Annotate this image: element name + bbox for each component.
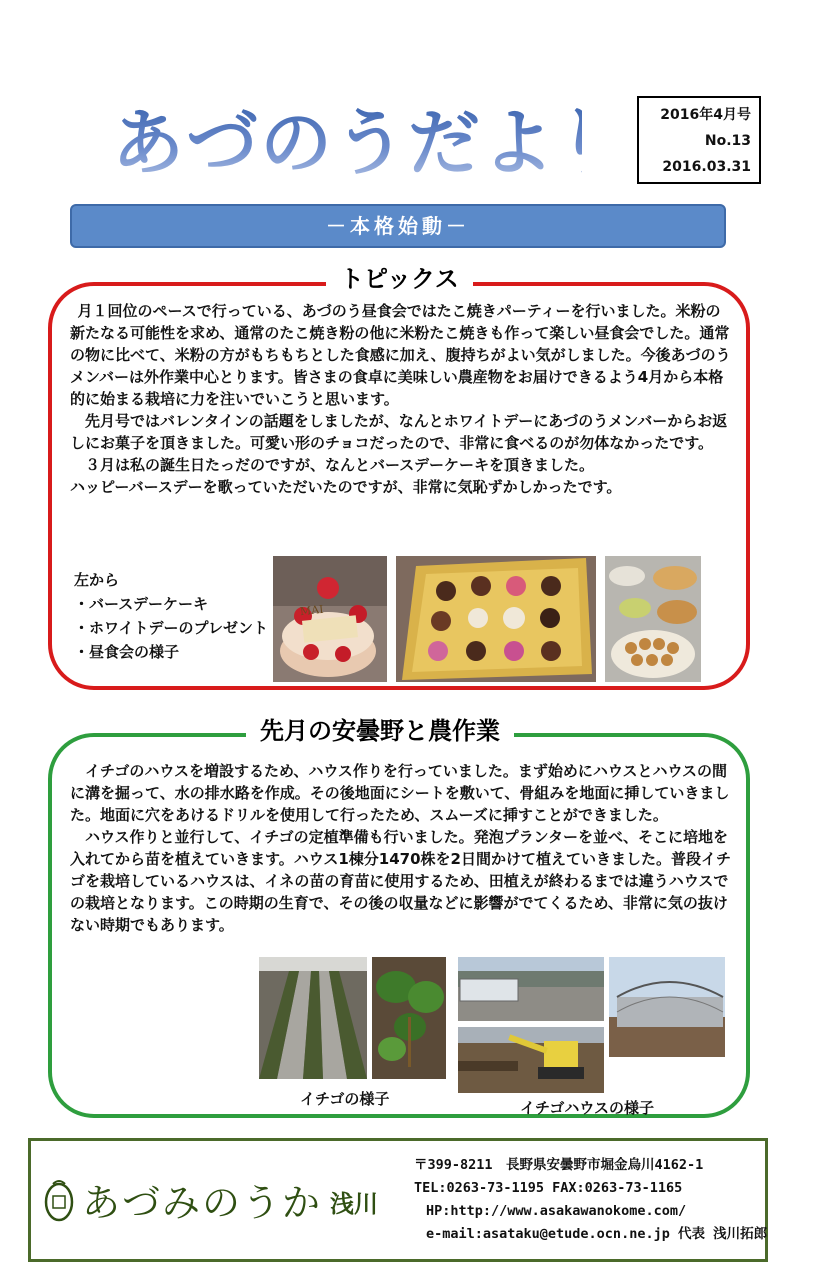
- strawberry-beds-photo: [259, 957, 367, 1079]
- birthday-cake-photo: [273, 556, 387, 682]
- topics-paragraph: ３月は私の誕生日たっだのですが、なんとバースデーケーキを頂きました。: [85, 456, 594, 474]
- contact-info: [414, 1154, 767, 1246]
- issue-month: 2016年4月号: [660, 107, 751, 123]
- caption-line: 左から: [74, 571, 120, 589]
- greenhouse-caption: イチゴハウスの様子: [520, 1099, 654, 1117]
- issue-date: 2016.03.31: [662, 159, 751, 175]
- lunch-party-photo: [605, 556, 701, 682]
- chocolate-box-photo: [396, 556, 596, 682]
- farm-report-heading: 先月の安曇野と農作業: [246, 714, 514, 748]
- farm-paragraph: イチゴのハウスを増設するため、ハウス作りを行っていました。まず始めにハウスとハウスの間に溝を掘って、水の排水路を作成。その後地面にシートを敷いて、骨組みを地面に挿していきました。地面に穴をあけるドリルを使用して行ったため、スムーズに挿すことができました。: [70, 762, 730, 824]
- strawberry-caption: イチゴの様子: [300, 1090, 390, 1108]
- phone-fax: TEL:0263-73-1195 FAX:0263-73-1165: [414, 1180, 683, 1196]
- farm-logo-subtext: 浅川: [330, 1189, 378, 1218]
- caption-line: ・バースデーケーキ: [74, 595, 208, 613]
- topics-paragraph: ハッピーバースデーを歌っていただいたのですが、非常に気恥ずかしかったです。: [70, 478, 622, 496]
- strawberry-seedling-photo: [372, 957, 446, 1079]
- greenhouse-frame-photo: [609, 957, 725, 1057]
- topics-paragraph: 先月号ではバレンタインの話題をしましたが、なんとホワイトデーにあづのうメンバーからお返しにお菓子を頂きました。可愛い形のチョコだったので、非常に食べるのが勿体なかったです。: [70, 412, 728, 452]
- farm-paragraph: ハウス作りと並行して、イチゴの定植準備も行いました。発泡プランターを並べ、そこに培地を入れてから苗を植えていきます。ハウス1棟分1470株を2日間かけて植えていきました。普段イチゴを栽培しているハウスは、イネの苗の育苗に使用するため、田植えが終わるまでは違うハウスでの栽培となります。この時期の生育で、その後の収量などに影響がでてくるため、非常に気の抜けない時期でもあります。: [70, 828, 731, 934]
- newsletter-title: あづのうだより: [112, 88, 582, 198]
- cake-plate-text: MAI: [299, 602, 325, 619]
- farm-logo-text: あづみのうか: [82, 1181, 323, 1225]
- rice-sack-logo-icon: [44, 1178, 74, 1222]
- greenhouse-site-photo: [458, 957, 604, 1021]
- photo-caption-list: [74, 568, 268, 664]
- caption-line: ・ホワイトデーのプレゼント: [74, 619, 268, 637]
- topics-body: [70, 300, 734, 498]
- headline-banner: －本格始動－: [70, 204, 726, 248]
- postal-address: 〒399-8211 長野県安曇野市堀金烏川4162-1: [414, 1157, 704, 1173]
- farm-report-body: [70, 760, 734, 936]
- homepage-url[interactable]: HP:http://www.asakawanokome.com/: [426, 1203, 687, 1219]
- email-and-representative[interactable]: e-mail:asataku@etude.ocn.ne.jp 代表 浅川拓郎: [426, 1226, 768, 1242]
- issue-number: No.13: [704, 133, 751, 149]
- issue-info-box: [637, 96, 761, 184]
- drainage-excavation-photo: [458, 1027, 604, 1093]
- topics-heading: トピックス: [326, 262, 473, 296]
- caption-line: ・昼食会の様子: [74, 643, 180, 661]
- topics-paragraph: 月１回位のペースで行っている、あづのう昼食会ではたこ焼きパーティーを行いました。米粉の新たなる可能性を求め、通常のたこ焼き粉の他に米粉たこ焼きも作って楽しい昼食会でした。通常の物に比べて、米粉の方がもちもちとした食感に加え、腹持ちがよい気がしました。今後あづのうメンバーは外作業中心とります。皆さまの食卓に美味しい農産物をお届けできるよう4月から本格的に始まる栽培に力を注いでいこうと思います。: [70, 302, 731, 408]
